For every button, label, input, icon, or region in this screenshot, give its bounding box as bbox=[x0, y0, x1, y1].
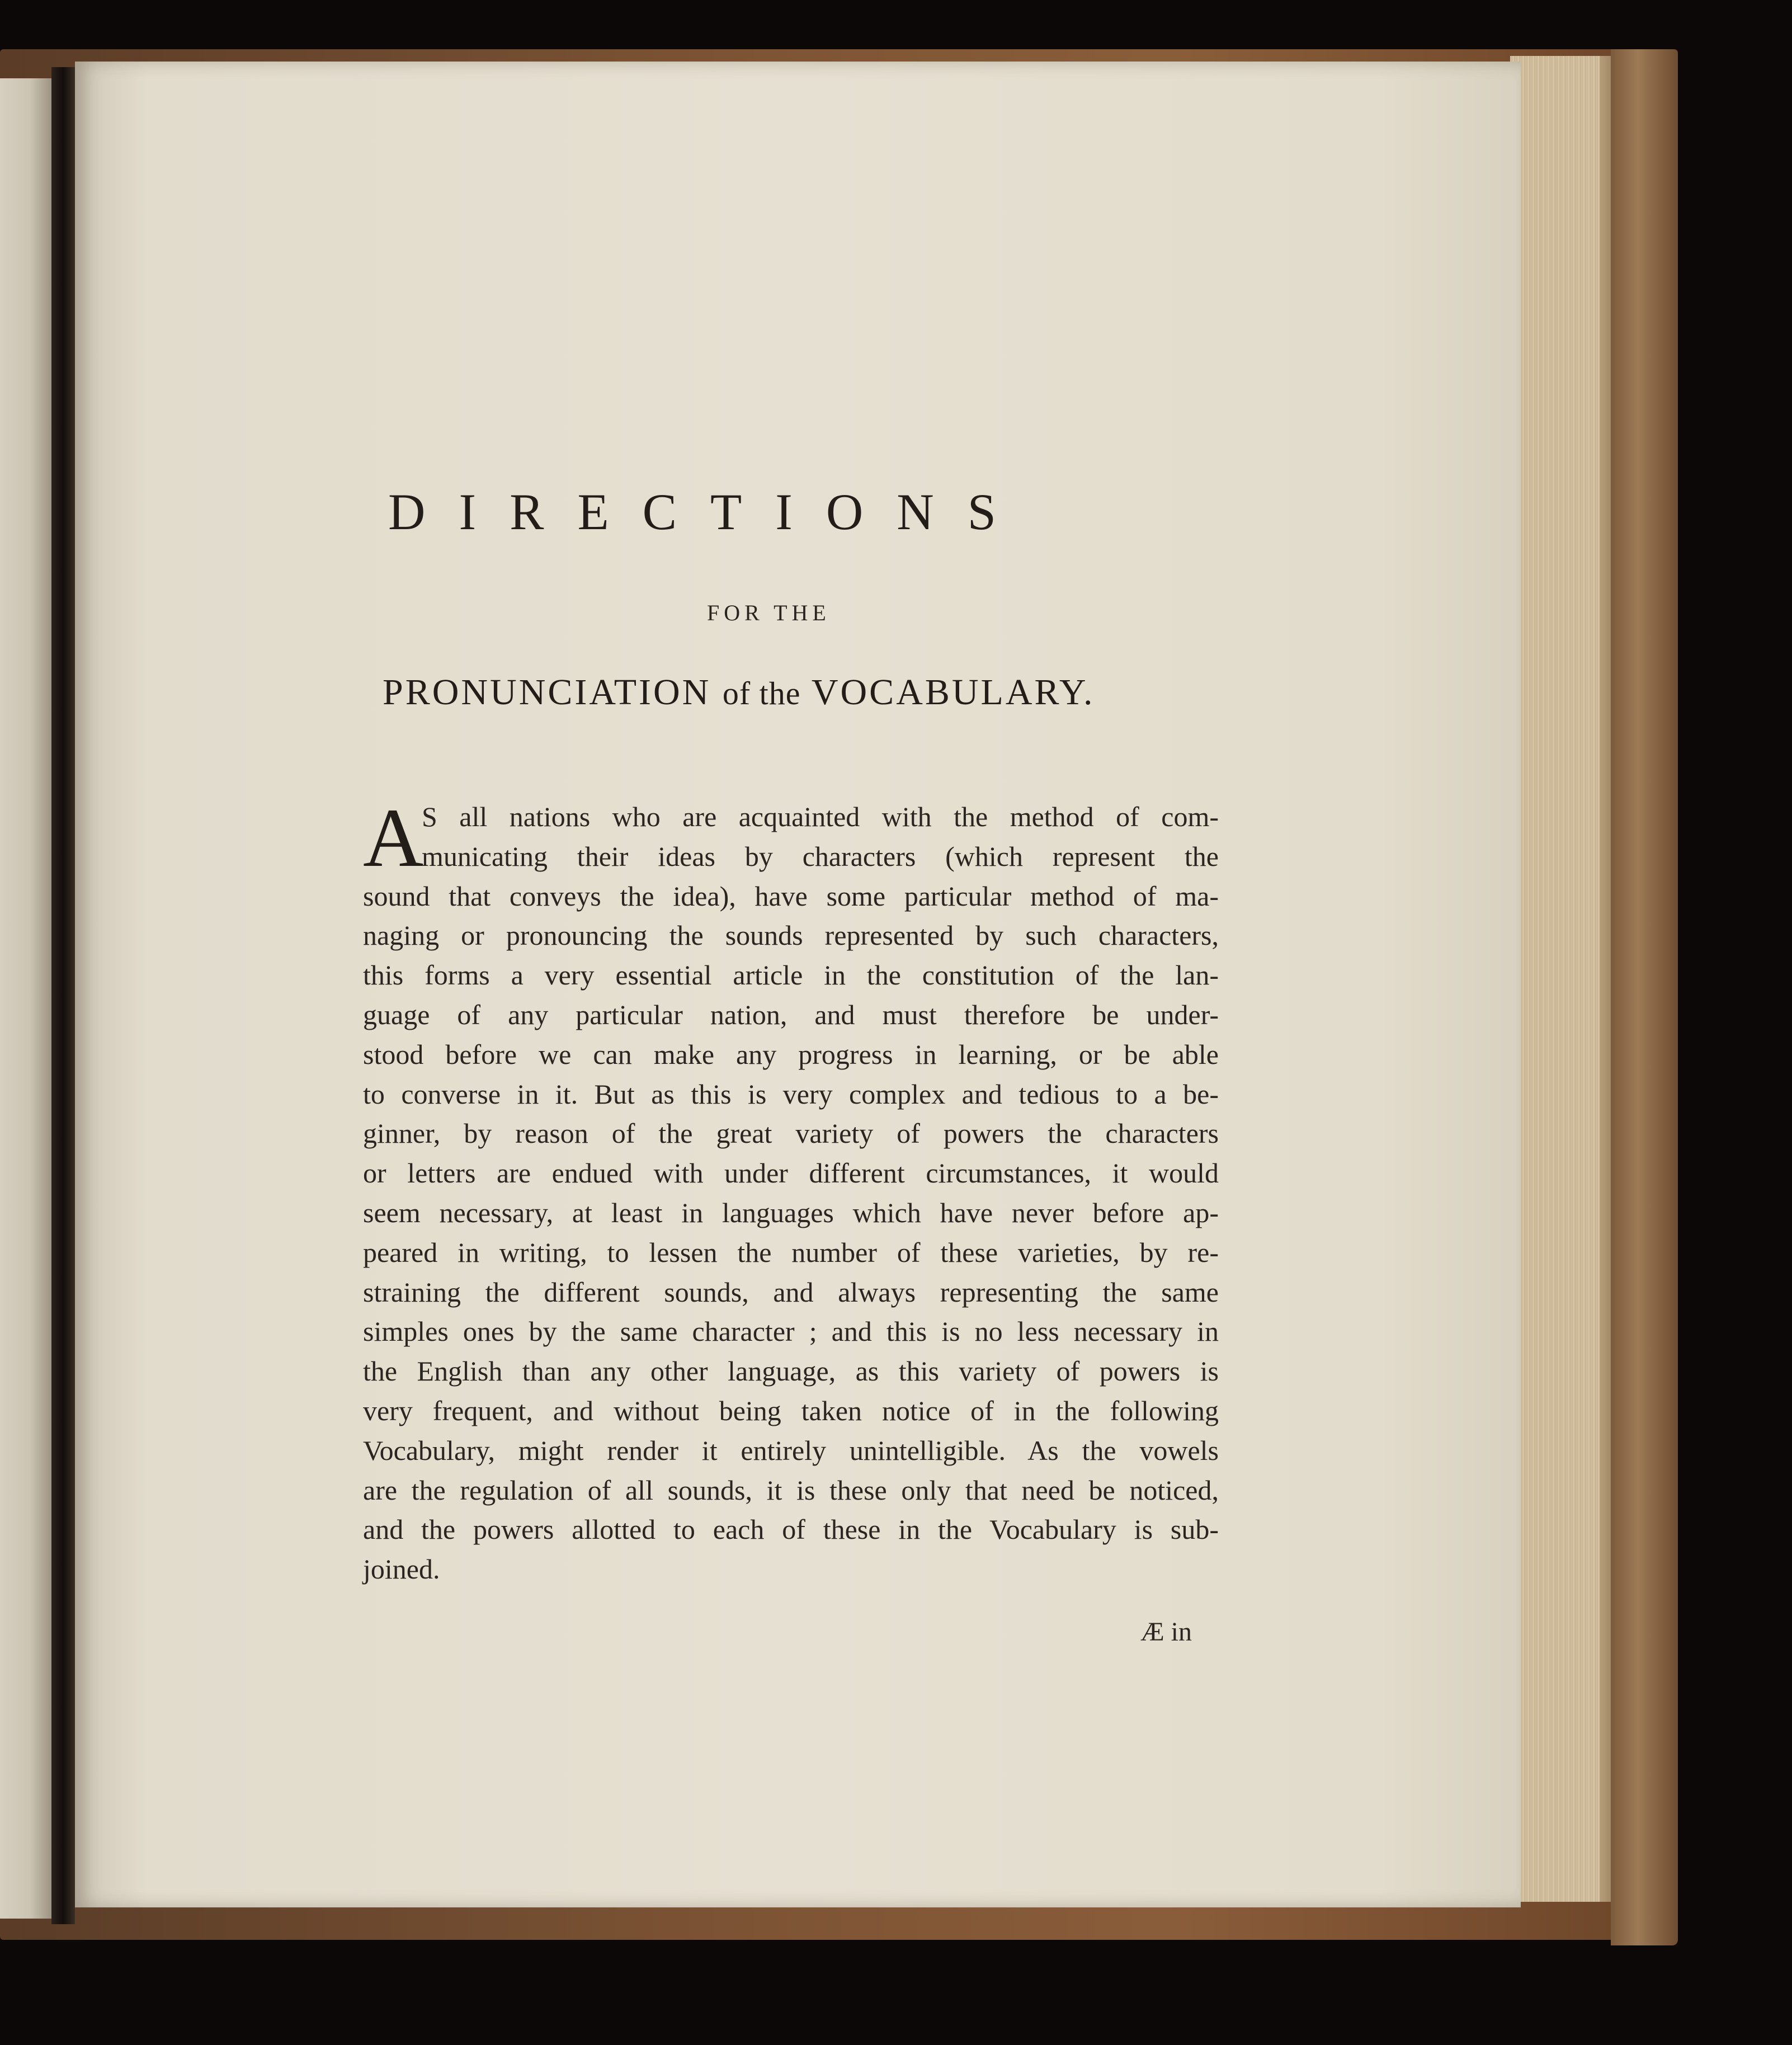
text-page bbox=[75, 62, 1521, 1907]
text-line: naging or pronouncing the sounds represented by such characters, bbox=[363, 920, 1219, 951]
subtitle-of-the: of the bbox=[722, 675, 801, 711]
text-line: to converse in it. But as this is very complex and tedious to a be- bbox=[363, 1078, 1219, 1110]
title-connector: FOR THE bbox=[707, 600, 831, 625]
text-line: seem necessary, at least in languages which have never before ap- bbox=[363, 1196, 1219, 1228]
text-line: simples ones by the same character ; and this is no less necessary in bbox=[363, 1316, 1219, 1347]
drop-cap-letter: A bbox=[363, 791, 424, 884]
text-line: sound that conveys the idea), have some particular method of ma- bbox=[363, 880, 1219, 912]
text-line: or letters are endued with under different circumstances, it would bbox=[363, 1157, 1219, 1189]
page-subtitle bbox=[383, 671, 1277, 714]
text-line: very frequent, and without being taken notice of in the following bbox=[363, 1394, 1219, 1426]
text-line: stood before we can make any progress in learning, or be able bbox=[363, 1038, 1219, 1070]
facing-page bbox=[0, 78, 51, 1919]
text-line: municating their ideas by characters (which represent the bbox=[422, 840, 1219, 872]
text-line: the English than any other language, as this variety of powers is bbox=[363, 1355, 1219, 1387]
text-line: this forms a very essential article in the constitution of the lan- bbox=[363, 959, 1219, 991]
page-title: DIRECTIONS bbox=[388, 483, 1030, 540]
subtitle-pronunciation: PRONUNCIATION bbox=[383, 672, 711, 713]
text-line: straining the different sounds, and always representing the same bbox=[363, 1276, 1219, 1308]
text-line: are the regulation of all sounds, it is these only that need be noticed, bbox=[363, 1474, 1219, 1506]
text-line: Vocabulary, might render it entirely unintelligible. As the vowels bbox=[363, 1434, 1219, 1466]
subtitle-vocabulary: VOCABULARY. bbox=[811, 672, 1095, 713]
text-line: ginner, by reason of the great variety of powers the characters bbox=[363, 1118, 1219, 1149]
page-fore-edge bbox=[1510, 56, 1605, 1902]
page-text bbox=[75, 62, 1521, 1907]
text-line: joined. bbox=[363, 1553, 440, 1585]
catchword: Æ in bbox=[1140, 1617, 1192, 1647]
body-paragraph bbox=[363, 791, 1219, 1589]
text-line: peared in writing, to lessen the number of these varieties, by re- bbox=[363, 1236, 1219, 1268]
text-line: and the powers allotted to each of these in the Vocabulary is sub- bbox=[363, 1514, 1219, 1545]
book-gutter bbox=[51, 67, 75, 1924]
text-line: S all nations who are acquainted with the method of com- bbox=[422, 801, 1219, 832]
book-cover-edge bbox=[1611, 49, 1678, 1945]
text-line: guage of any particular nation, and must therefore be under- bbox=[363, 998, 1219, 1030]
